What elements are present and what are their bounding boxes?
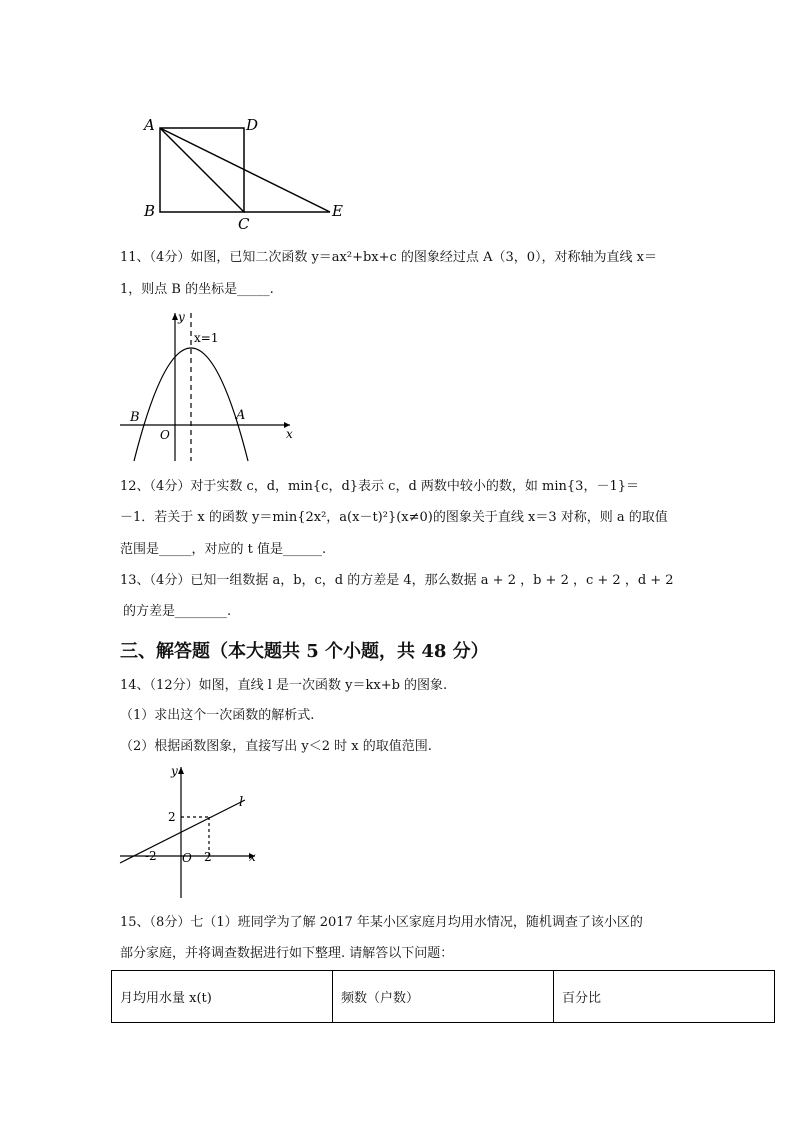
q15-line1: 15、（8分）七（1）班同学为了解 2017 年某小区家庭月均用水情况，随机调查了该小区的 (120, 915, 643, 930)
line-fig-y-arrow-icon (178, 767, 184, 774)
x-tick-2: 2 (204, 850, 212, 864)
q14-part1: （1）求出这个一次函数的解析式. (120, 708, 315, 723)
q11-line2: 1，则点 B 的坐标是_____. (120, 282, 274, 297)
label-e: E (332, 202, 343, 220)
label-d: D (246, 116, 259, 134)
header-percentage: 百分比 (554, 971, 775, 1023)
q15-line2: 部分家庭，并将调查数据进行如下整理. 请解答以下问题： (120, 946, 454, 961)
point-b-label: B (130, 410, 140, 425)
q13-line2: 的方差是________. (123, 604, 232, 619)
line-fig-y-label: y (171, 764, 178, 778)
symmetry-axis-label: x=1 (194, 331, 219, 345)
line-l-label: l (239, 795, 244, 810)
header-water-usage: 月均用水量 x(t) (112, 971, 333, 1023)
line-fig-x-label: x (249, 850, 256, 864)
q14-line1: 14、（12分）如图，直线 l 是一次函数 y＝kx+b 的图象. (120, 678, 448, 693)
line-fig-origin: O (182, 851, 192, 865)
label-c: C (238, 215, 250, 232)
parabola-x-label: x (286, 427, 293, 441)
square-figure (140, 112, 360, 232)
segment-ae (160, 128, 330, 212)
section-title: 三、解答题（本大题共 5 个小题，共 48 分） (120, 641, 489, 662)
parabola-figure (112, 305, 302, 465)
water-table (111, 970, 775, 1023)
q14-part2: （2）根据函数图象，直接写出 y＜2 时 x 的取值范围. (120, 739, 432, 754)
x-tick-neg2: -2 (145, 849, 157, 863)
point-a-label: A (236, 408, 246, 423)
label-b: B (144, 202, 156, 220)
q12-line1: 12、（4分）对于实数 c，d，min{c，d}表示 c，d 两数中较小的数，如 min{3，－1}＝ (120, 479, 639, 494)
parabola-y-label: y (178, 310, 185, 324)
segment-ac (160, 128, 244, 212)
q13-line1: 13、（4分）已知一组数据 a，b，c，d 的方差是 4，那么数据 a + 2 ，b + 2 ，c + 2 ，d + 2 (120, 573, 674, 588)
q12-line2: －1．若关于 x 的函数 y＝min{2x²，a(x－t)²}(x≠0)的图象关于直线 x＝3 对称，则 a 的取值 (120, 510, 668, 525)
table-header-row (112, 971, 775, 1023)
q11-line1: 11、（4分）如图，已知二次函数 y＝ax²+bx+c 的图象经过点 A（3，0），对称轴为直线 x＝ (120, 250, 657, 265)
label-a: A (144, 116, 155, 134)
header-frequency: 频数（户数） (333, 971, 554, 1023)
q12-line3: 范围是_____，对应的 t 值是______. (120, 542, 327, 557)
origin-label: O (160, 428, 170, 442)
line-figure (115, 762, 265, 902)
y-tick-2: 2 (168, 810, 176, 824)
